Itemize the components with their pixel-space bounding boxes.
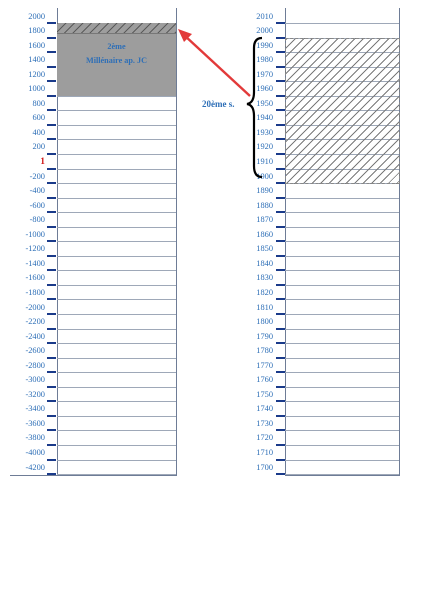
left-scale-label: -600 — [29, 200, 45, 210]
right-scale-label: 1740 — [256, 404, 273, 414]
right-scale-label: 2010 — [256, 11, 273, 21]
right-scale-label: 1930 — [256, 127, 273, 137]
right-scale-label: 1950 — [256, 98, 273, 108]
left-scale-label: 800 — [32, 98, 45, 108]
right-scale-label: 1980 — [256, 55, 273, 65]
right-scale-label: 1700 — [256, 462, 273, 472]
right-scale-label: 1790 — [256, 331, 273, 341]
right-scale-label: 1920 — [256, 142, 273, 152]
right-scale-label: 1760 — [256, 375, 273, 385]
right-scale-label: 1850 — [256, 244, 273, 254]
left-scale-label: 600 — [32, 113, 45, 123]
left-scale-label: 1800 — [28, 26, 45, 36]
left-scale-label: 400 — [32, 127, 45, 137]
right-scale-label: 1730 — [256, 418, 273, 428]
left-scale-label: -3200 — [25, 389, 45, 399]
right-scale-label: 1810 — [256, 302, 273, 312]
left-scale-label: -1400 — [25, 258, 45, 268]
left-scale-label: -1600 — [25, 273, 45, 283]
left-scale-label: -2600 — [25, 346, 45, 356]
right-scale-label: 1750 — [256, 389, 273, 399]
right-scale-label: 1910 — [256, 157, 273, 166]
left-scale-label: -800 — [29, 215, 45, 225]
left-scale-label: -3800 — [25, 433, 45, 443]
left-scale-label: 1 — [40, 157, 45, 167]
curly-brace — [247, 38, 262, 177]
red-arrow — [178, 29, 250, 96]
left-scale-label: 1200 — [28, 69, 45, 79]
right-scale-label: 1830 — [256, 273, 273, 283]
left-scale-label: 2000 — [28, 11, 45, 21]
left-scale-label: 200 — [32, 142, 45, 152]
left-scale-label: -3400 — [25, 404, 45, 414]
left-scale-label: 1400 — [28, 55, 45, 65]
left-scale-label: 1000 — [28, 84, 45, 94]
right-scale-label: 1770 — [256, 360, 273, 370]
right-scale-label: 1710 — [256, 448, 273, 457]
right-scale-label: 1870 — [256, 215, 273, 225]
right-scale-label: 1820 — [256, 287, 273, 297]
left-scale-label: -2200 — [25, 317, 45, 327]
left-scale-label: -3600 — [25, 418, 45, 428]
right-scale-label: 1960 — [256, 84, 273, 94]
left-scale-label: -200 — [29, 171, 45, 181]
right-scale-label: 1990 — [256, 40, 273, 50]
left-scale-label: -4000 — [25, 448, 45, 457]
right-scale-label: 1720 — [256, 433, 273, 443]
left-scale-label: -1000 — [25, 229, 45, 239]
right-scale-label: 1860 — [256, 229, 273, 239]
left-scale-label: -2800 — [25, 360, 45, 370]
left-scale-label: -1800 — [25, 287, 45, 297]
right-scale-label: 1970 — [256, 69, 273, 79]
millenium-label-line1: 2ème — [107, 42, 126, 51]
left-scale-label: -2000 — [25, 302, 45, 312]
right-scale-label: 1780 — [256, 346, 273, 356]
left-scale-label: -400 — [29, 186, 45, 196]
millenium-label-line2: Millénaire ap. JC — [85, 56, 148, 65]
right-scale-label: 2000 — [256, 26, 273, 36]
left-scale-label: -4200 — [25, 462, 45, 472]
twentieth-century-label: 20ème s. — [202, 99, 235, 109]
left-scale-label: 1600 — [28, 40, 45, 50]
left-scale-label: -2400 — [25, 331, 45, 341]
right-scale-label: 1890 — [256, 186, 273, 196]
right-scale-label: 1900 — [256, 171, 273, 181]
right-scale-label: 1880 — [256, 200, 273, 210]
right-scale-label: 1800 — [256, 317, 273, 327]
right-scale-label: 1840 — [256, 258, 273, 268]
right-scale-label: 1940 — [256, 113, 273, 123]
left-scale-label: -3000 — [25, 375, 45, 385]
left-scale-label: -1200 — [25, 244, 45, 254]
